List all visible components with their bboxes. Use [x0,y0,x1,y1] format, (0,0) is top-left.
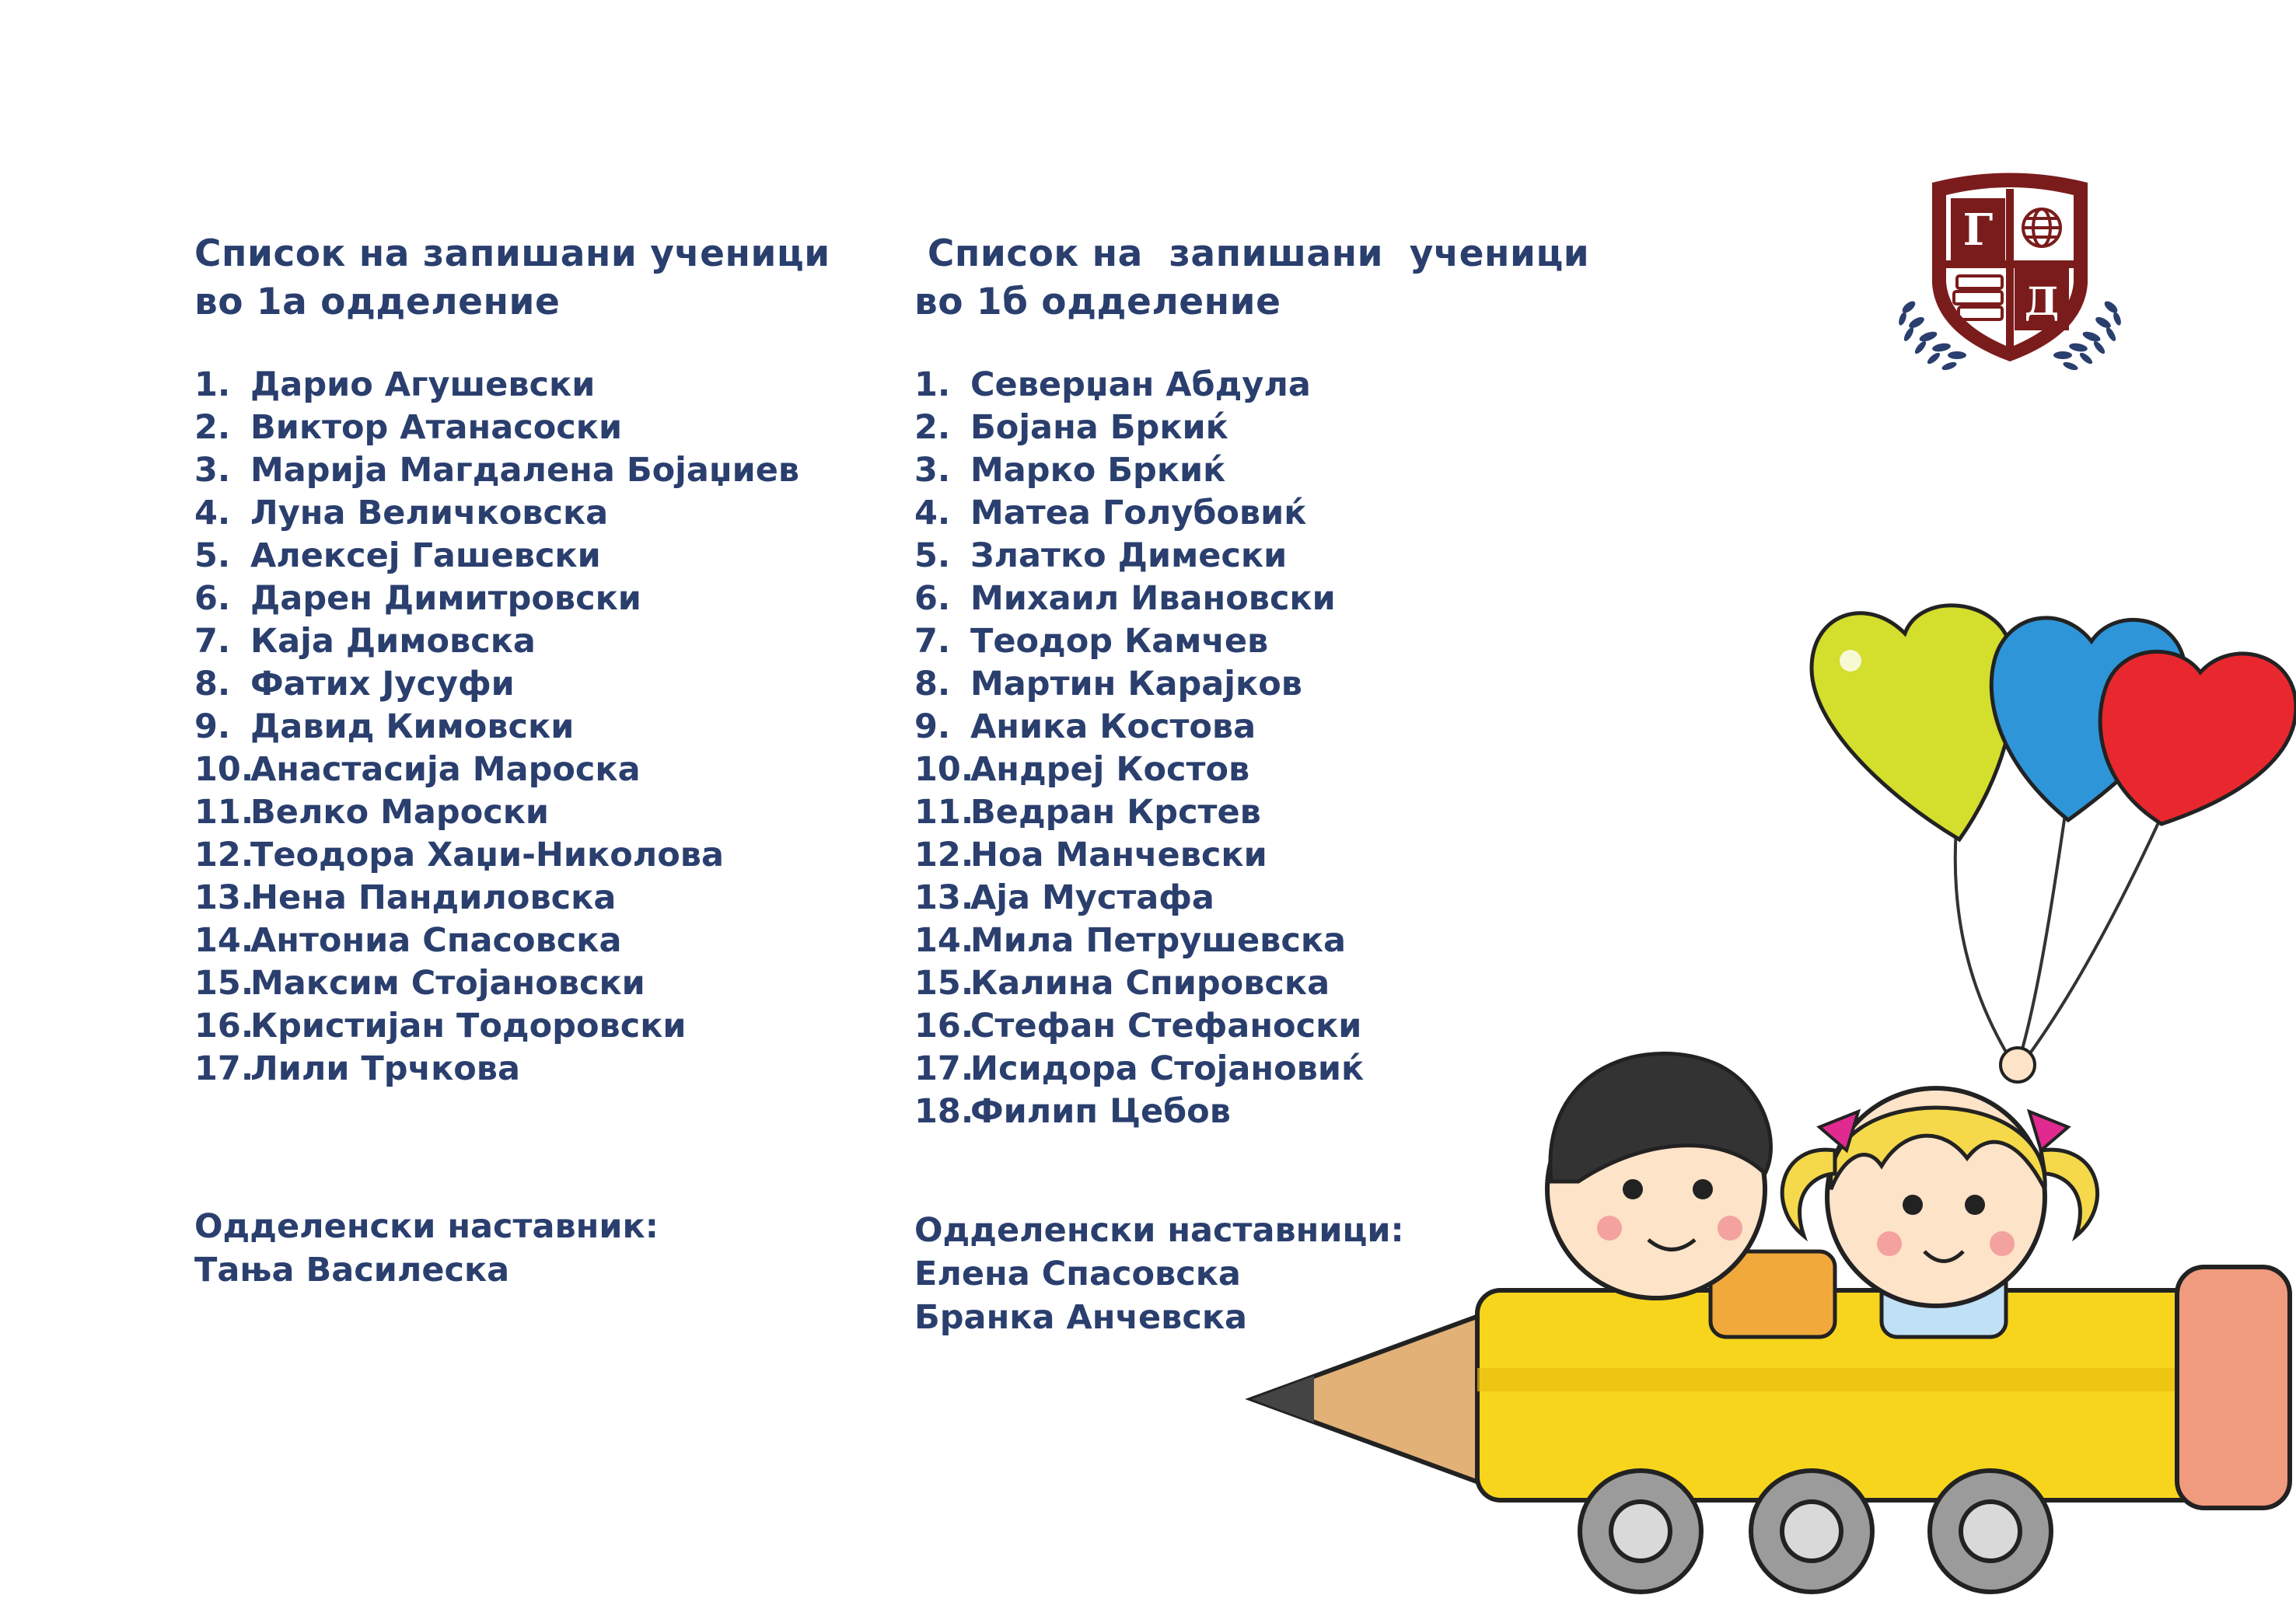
pencil-eraser-icon [2177,1267,2290,1508]
student-number: 2. [194,408,231,447]
student-number: 7. [194,622,231,661]
student-name: Антониа Спасовска [250,921,622,960]
student-name: Северџан Абдула [970,365,1311,404]
student-name: Кристијан Тодоровски [250,1007,687,1045]
student-name: Велко Мароски [250,793,550,832]
class-a-student-item [194,492,830,535]
pencil-body-icon [1477,1290,2208,1500]
student-name: Мила Петрушевска [970,921,1347,960]
student-name: Лили Трчкова [250,1049,521,1088]
student-name: Каја Димовска [250,622,536,661]
class-a-column [194,230,830,1091]
student-number: 3. [914,451,951,490]
student-number: 4. [194,494,231,532]
student-number: 10. [914,750,974,789]
student-name: Нена Пандиловска [250,878,617,917]
class-a-student-item [194,877,830,920]
student-number: 1. [194,365,231,404]
student-number: 14. [194,921,254,960]
student-number: 6. [194,579,231,618]
student-name: Мартин Карајков [970,665,1302,703]
student-name: Давид Кимовски [250,707,575,746]
student-name: Аја Мустафа [970,878,1214,917]
class-a-student-item [194,663,830,706]
student-name: Алексеј Гашевски [250,536,601,575]
class-a-student-item [194,535,830,578]
class-a-teacher-name: Тања Василеска [194,1251,510,1290]
class-a-student-item [194,1048,830,1091]
student-number: 5. [914,536,951,575]
student-number: 17. [194,1049,254,1088]
student-name: Андреј Костов [970,750,1250,789]
student-name: Луна Величковска [250,494,609,532]
class-a-student-item [194,407,830,449]
class-a-teacher-block [194,1205,659,1292]
student-name: Бојана Бркиќ [970,408,1228,447]
student-name: Марија Магдалена Бојаџиев [250,451,800,490]
logo-letter-g: Г [1962,204,1994,256]
student-name: Анастасија Мароска [250,750,641,789]
balloon-green-icon [1812,606,2015,839]
student-number: 11. [194,793,254,832]
student-name: Филип Цебов [970,1092,1231,1131]
student-number: 10. [194,750,254,789]
student-name: Стефан Стефаноски [970,1007,1362,1045]
student-number: 7. [914,622,951,661]
student-number: 1. [914,365,951,404]
student-name: Дарен Димитровски [250,579,641,618]
logo-letter-d: Д [2024,278,2060,324]
student-number: 4. [914,494,951,532]
class-a-student-list [194,364,830,1091]
student-name: Теодора Хаџи-Николова [250,836,725,874]
student-name: Златко Димески [970,536,1288,575]
student-number: 12. [914,836,974,874]
class-b-student-item [914,492,1589,535]
student-name: Исидора Стојановиќ [970,1049,1365,1088]
student-number: 5. [194,536,231,575]
school-logo [1885,167,2134,393]
student-number: 9. [914,707,951,746]
student-number: 8. [914,665,951,703]
student-name: Виктор Атанасоски [250,408,623,447]
class-a-student-item [194,920,830,962]
class-b-student-item [914,407,1589,449]
student-name: Теодор Камчев [970,622,1269,661]
class-a-heading [194,230,830,326]
class-b-teacher-name-1: Елена Спасовска [914,1255,1241,1293]
class-b-heading-line2: во 1б одделение [914,281,1281,323]
student-name: Марко Бркиќ [970,451,1226,490]
student-number: 3. [194,451,231,490]
class-a-student-item [194,706,830,749]
student-number: 16. [194,1007,254,1045]
student-name: Калина Спировска [970,964,1330,1003]
wheels-icon [1580,1471,2051,1592]
student-number: 15. [194,964,254,1003]
student-name: Ведран Крстев [970,793,1261,832]
class-b-student-item [914,364,1589,407]
student-name: Михаил Ивановски [970,579,1336,618]
student-number: 16. [914,1007,974,1045]
class-b-teacher-label: Одделенски наставници: [914,1211,1404,1250]
student-number: 13. [914,878,974,917]
class-a-student-item [194,449,830,492]
class-a-student-item [194,620,830,663]
student-number: 14. [914,921,974,960]
class-b-heading [914,230,1589,326]
student-name: Аника Костова [970,707,1256,746]
student-number: 17. [914,1049,974,1088]
class-a-student-item [194,578,830,620]
student-number: 13. [194,878,254,917]
student-number: 6. [914,579,951,618]
student-number: 8. [194,665,231,703]
class-a-student-item [194,364,830,407]
student-name: Ноа Манчевски [970,836,1267,874]
children-pencil-car-illustration [1244,567,2296,1616]
class-a-student-item [194,749,830,791]
class-b-heading-line1: Список на запишани ученици [914,232,1590,275]
class-b-student-item [914,449,1589,492]
student-number: 2. [914,408,951,447]
class-a-student-item [194,791,830,834]
student-name: Матеа Голубовиќ [970,494,1307,532]
student-name: Фатих Јусуфи [250,665,515,703]
balloon-red-icon [2100,651,2296,824]
class-a-student-item [194,962,830,1005]
class-a-student-item [194,1005,830,1048]
student-name: Максим Стојановски [250,964,645,1003]
student-number: 9. [194,707,231,746]
student-number: 15. [914,964,974,1003]
class-b-teacher-name-2: Бранка Анчевска [914,1298,1248,1337]
class-a-teacher-label: Одделенски наставник: [194,1207,659,1246]
student-number: 18. [914,1092,974,1131]
class-a-heading-line2: во 1а одделение [194,281,561,323]
student-name: Дарио Агушевски [250,365,596,404]
class-a-student-item [194,834,830,877]
class-a-heading-line1: Список на запишани ученици [194,232,830,275]
student-number: 12. [194,836,254,874]
student-number: 11. [914,793,974,832]
